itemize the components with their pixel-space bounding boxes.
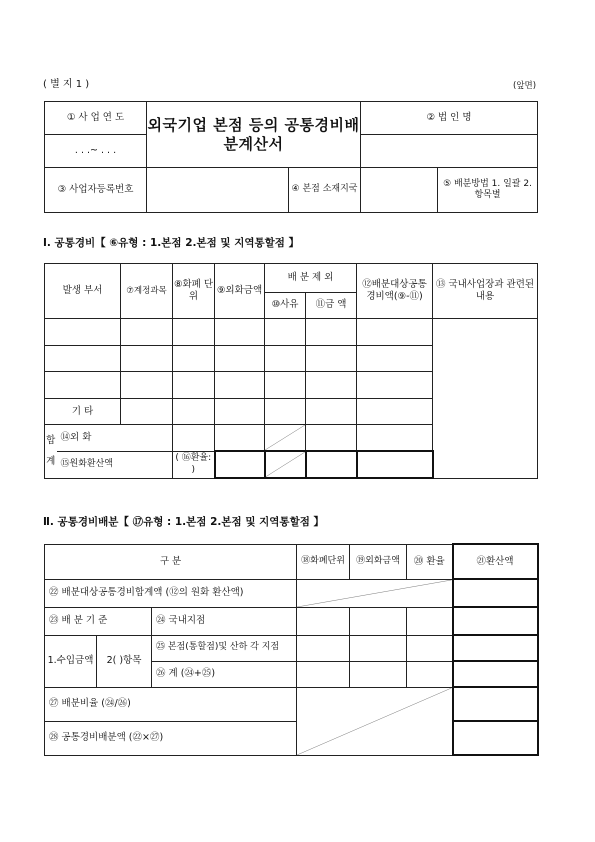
hq-country-label: ④ 본점 소재지국 bbox=[289, 168, 361, 213]
col-rate: ⑳ 환율 bbox=[407, 544, 453, 579]
col-currency: ⑧화폐 단위 bbox=[173, 264, 215, 319]
header-table bbox=[44, 101, 538, 213]
corp-name-label: ② 법 인 명 bbox=[361, 102, 538, 135]
col-krw-amount: ㉑환산액 bbox=[453, 544, 538, 579]
corp-name-value[interactable] bbox=[361, 135, 538, 168]
row-basis-label: ㉓ 배 분 기 준 bbox=[45, 607, 152, 635]
row-domestic-label: ㉔ 국내지점 bbox=[152, 607, 297, 635]
sum-label: 합 계 bbox=[45, 425, 57, 478]
row-total-label: ㉒ 배분대상공통경비합계액 (⑫의 원화 환산액) bbox=[45, 579, 297, 607]
row-income-label[interactable]: 1.수입금액 bbox=[45, 635, 97, 687]
common-expense-table bbox=[44, 263, 538, 479]
col-exclusion: 배 분 제 외 bbox=[265, 264, 357, 293]
method-cell[interactable]: ⑤ 배분방법 1. 일괄 2. 항목별 bbox=[438, 168, 538, 213]
domestic-related-input[interactable] bbox=[433, 319, 538, 478]
row-ratio-label: ㉗ 배분비율 (㉔/㉖) bbox=[45, 687, 297, 721]
krw-total-label: ⑮원화환산액 bbox=[57, 451, 173, 478]
business-year-value[interactable]: . . .~ . . . bbox=[45, 135, 147, 168]
col-amount: ⑪금 액 bbox=[306, 292, 357, 319]
form-number: ( 별 지 1 ) bbox=[43, 79, 90, 90]
diagonal-cell bbox=[297, 579, 453, 607]
fx-total-label: ⑭외 화 bbox=[57, 425, 173, 452]
input-cell[interactable] bbox=[45, 319, 121, 346]
business-year-label: ① 사 업 연 도 bbox=[45, 102, 147, 135]
col-item: 구 분 bbox=[45, 544, 297, 579]
reg-no-label: ③ 사업자등록번호 bbox=[45, 168, 147, 213]
diagonal-cell bbox=[265, 425, 306, 452]
section2-heading: Ⅱ. 공통경비배분【 ⑰유형 : 1.본점 2.본점 및 지역통할점 】 bbox=[43, 516, 325, 528]
col-currency: ⑱화폐단위 bbox=[297, 544, 350, 579]
diagonal-cell bbox=[265, 451, 306, 478]
exchange-rate-field[interactable]: ( ⑯환율: ) bbox=[173, 451, 215, 478]
other-row-label: 기 타 bbox=[45, 398, 121, 425]
col-fx-amount: ⑨외화금액 bbox=[215, 264, 265, 319]
hq-country-value[interactable] bbox=[361, 168, 438, 213]
reg-no-value[interactable] bbox=[147, 168, 289, 213]
col-target-amount: ⑫배분대상공통 경비액(⑨-⑪) bbox=[357, 264, 433, 319]
diagonal-cell bbox=[297, 687, 453, 755]
section1-heading: Ⅰ. 공통경비【 ⑥유형 : 1.본점 2.본점 및 지역통할점 】 bbox=[43, 237, 300, 249]
col-domestic-related: ⑬ 국내사업장과 관련된 내용 bbox=[433, 264, 538, 319]
col-account: ⑦계정과목 bbox=[121, 264, 173, 319]
col-reason: ⑩사유 bbox=[265, 292, 306, 319]
row-alloc-label: ㉘ 공통경비배분액 (㉒×㉗) bbox=[45, 721, 297, 755]
form-title: 외국기업 본점 등의 공통경비배분계산서 bbox=[147, 102, 361, 168]
row-hq-label: ㉕ 본점(통할점)및 산하 각 지점 bbox=[152, 635, 297, 661]
allocation-table bbox=[44, 543, 539, 756]
row-item-label[interactable]: 2( )항목 bbox=[97, 635, 152, 687]
col-dept: 발생 부서 bbox=[45, 264, 121, 319]
col-fx-amount: ⑲외화금액 bbox=[350, 544, 407, 579]
page-side-label: (앞면) bbox=[513, 81, 537, 91]
row-sum-label: ㉖ 계 (㉔+㉕) bbox=[152, 661, 297, 687]
